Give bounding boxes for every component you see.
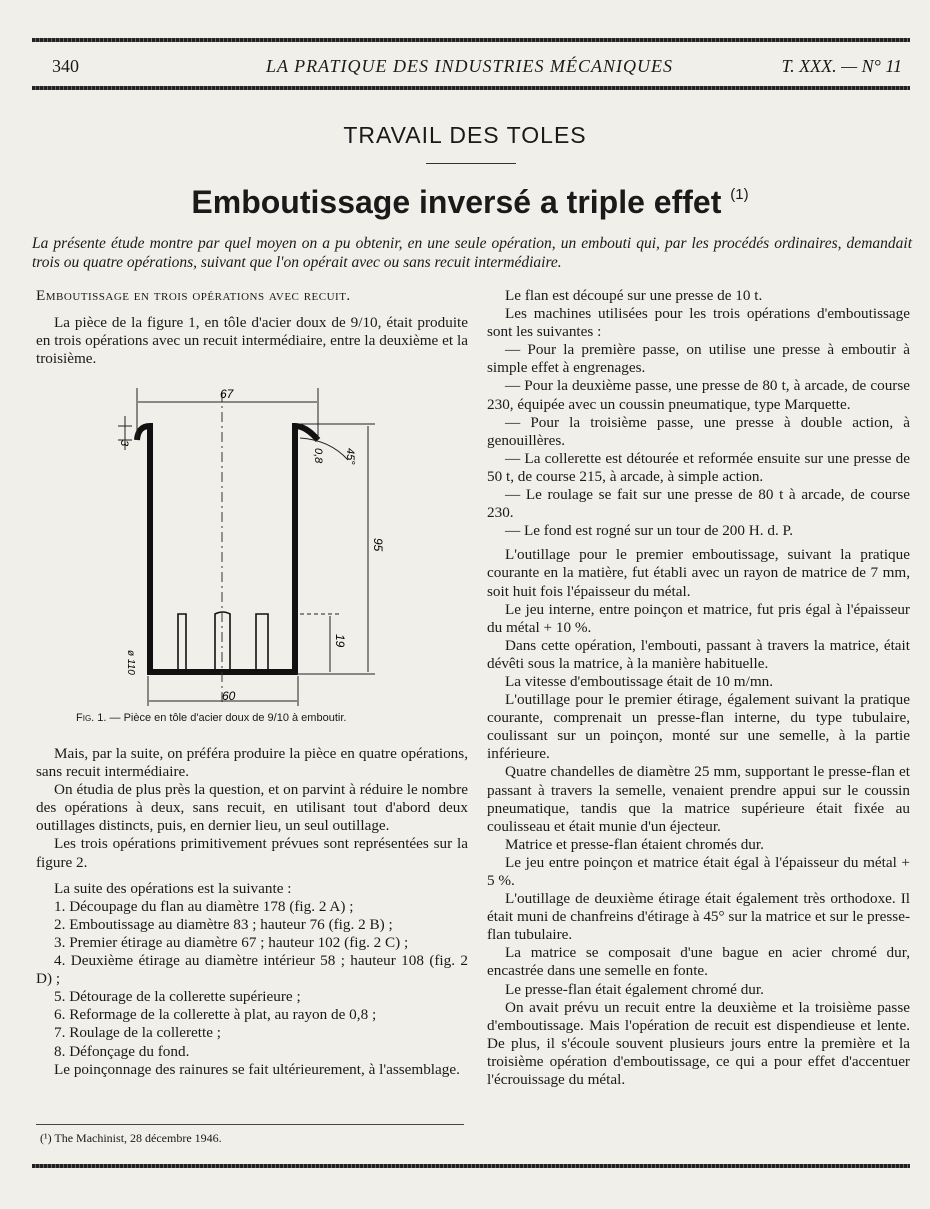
paragraph: Matrice et presse-flan étaient chromés dur. [505,835,764,853]
paragraph: Le jeu interne, entre poinçon et matrice, fut pris égal à l'épaisseur du métal + 10 %. [487,600,910,636]
paragraph: Le flan est découpé sur une presse de 10 t. [505,287,763,304]
paragraph: — Le roulage se fait sur une presse de 80 t à arcade, de course 230. [487,486,910,522]
header-rule [32,86,910,90]
dimension-label: 45° [344,448,356,465]
left-column-bottom [36,745,468,1079]
paragraph: — Pour la deuxième passe, une presse de 80 t, à arcade, de course 230, équipée avec un coussin pneumatique, type Marquette. [487,377,910,413]
figure-1-drawing [110,380,410,710]
journal-title: LA PRATIQUE DES INDUSTRIES MÉCANIQUES [266,56,673,76]
volume-number: T. XXX. — N° 11 [781,56,902,76]
paragraph: Mais, par la suite, on préféra produire la pièce en quatre opérations, sans recuit intermédiaire. [36,745,468,781]
list-item: 1. Découpage du flan au diamètre 178 (fig. 2 A) ; [54,897,354,915]
list-item: 7. Roulage de la collerette ; [54,1024,221,1042]
footnote: (¹) The Machinist, 28 décembre 1946. [40,1131,222,1145]
paragraph: — Pour la première passe, on utilise une presse à emboutir à simple effet à engrenages. [487,341,910,377]
paragraph: On avait prévu un recuit entre la deuxième et la troisième passe d'emboutissage. Mais l'opération de recuit est dispendieuse et lente. De plus, il s'écoule souvent plusieurs jours entre la première et la troisième opération d'emboutissage, ce qui a pour effet d'accentuer l'écrouissage du métal. [487,998,910,1089]
title-text: Emboutissage inversé a triple effet [191,184,722,220]
paragraph: On étudia de plus près la question, et on parvint à réduire le nombre des opérations à deux, sans recuit, en utilisant tout d'abord deux outillages distincts, puis, en dernier lieu, un seul outillage. [36,781,468,835]
dimension-label: 95 [371,538,385,552]
list-item: 6. Reformage de la collerette à plat, au rayon de 0,8 ; [54,1006,377,1024]
figure-caption [76,712,346,724]
section-rule [426,163,516,164]
paragraph: L'outillage pour le premier emboutissage, suivant la pratique courante en la matière, fut établi avec un rayon de matrice de 7 mm, soit huit fois l'épaisseur du métal. [487,546,910,600]
dimension-lines [118,388,375,706]
section-heading: TRAVAIL DES TOLES [343,122,587,148]
dimension-label: 0,8 [312,448,324,464]
paragraph: Le poinçonnage des rainures se fait ultérieurement, à l'assemblage. [54,1060,460,1078]
paragraph: — La collerette est détourée et reformée ensuite sur une presse de 50 t, de course 215, à arcade, à simple action. [487,449,910,485]
paragraph: Le presse-flan était également chromé dur. [505,980,764,998]
article-title [0,184,930,221]
paragraph: L'outillage de deuxième étirage était également très orthodoxe. Il était muni de chanfreins d'étirage à 45° sur la matrice et sur le presse-flan tubulaire. [487,890,910,944]
paragraph: Les trois opérations primitivement prévues sont représentées sur la figure 2. [36,835,468,871]
paragraph: Dans cette opération, l'embouti, passant à travers la matrice, était dévêti sous la matrice, à la manière habituelle. [487,636,910,672]
subheading: Emboutissage en trois opérations avec recuit. [36,287,351,304]
right-column [487,287,910,1089]
operations-list [36,898,468,1061]
dimension-label: 19 [333,634,347,648]
paragraph: Le jeu entre poinçon et matrice était égal à l'épaisseur du métal + 5 %. [487,853,910,889]
caption-text: — Pièce en tôle d'acier doux de 9/10 à emboutir. [109,712,347,724]
paragraph: La pièce de la figure 1, en tôle d'acier doux de 9/10, était produite en trois opérations avec un recuit intermédiaire, entre la deuxième et la troisième. [36,314,468,368]
paragraph: La vitesse d'emboutissage était de 10 m/mn. [505,672,774,690]
list-item: 4. Deuxième étirage au diamètre intérieur 58 ; hauteur 108 (fig. 2 D) ; [36,952,468,988]
title-footnote-marker: (1) [730,186,749,203]
paragraph: — Le fond est rogné sur un tour de 200 H. d. P. [505,522,794,540]
footnote-rule [36,1124,464,1125]
left-column-top [36,287,468,368]
dimension-label: 3 [118,440,130,447]
part-outline [137,426,318,672]
list-item: 5. Détourage de la collerette supérieure ; [54,988,301,1006]
bottom-rule [32,1164,910,1168]
paragraph: Quatre chandelles de diamètre 25 mm, supportant le presse-flan et passant à travers la semelle, venaient prendre appui sur le coussin pneumatique, tandis que la matrice supérieure était fixée au coulisseau et était munie d'un éjecteur. [487,763,910,835]
page-number: 340 [52,56,79,76]
article-lede: La présente étude montre par quel moyen on a pu obtenir, en une seule opération, un embouti qui, par les procédés ordinaires, demandait trois ou quatre opérations, suivant que l'on opérait avec ou sans recuit intermédiaire. [32,235,912,271]
paragraph: — Pour la troisième passe, une presse à double action, à genouillères. [487,413,910,449]
list-item: 3. Premier étirage au diamètre 67 ; hauteur 102 (fig. 2 C) ; [54,933,409,951]
top-rule [32,38,910,42]
dimension-label: ø 110 [125,650,136,675]
paragraph: La suite des opérations est la suivante : [54,879,292,897]
figure-label: Fig. 1. [76,712,107,724]
dimension-label: 60 [222,689,236,703]
running-header [52,56,902,80]
paragraph: Les machines utilisées pour les trois opérations d'emboutissage sont les suivantes : [487,305,910,341]
dimension-label: 67 [220,387,234,401]
paragraph: L'outillage pour le premier étirage, également suivant la pratique courante, comprenait un presse-flan interne, du type tubulaire, coulissant sur un poinçon, monté sur une semelle, à la partie inférieure. [487,691,910,763]
paragraph: La matrice se composait d'une bague en acier chromé dur, encastrée dans une semelle en fonte. [487,944,910,980]
list-item: 8. Défonçage du fond. [54,1042,190,1060]
list-item: 2. Emboutissage au diamètre 83 ; hauteur 76 (fig. 2 B) ; [54,915,393,933]
